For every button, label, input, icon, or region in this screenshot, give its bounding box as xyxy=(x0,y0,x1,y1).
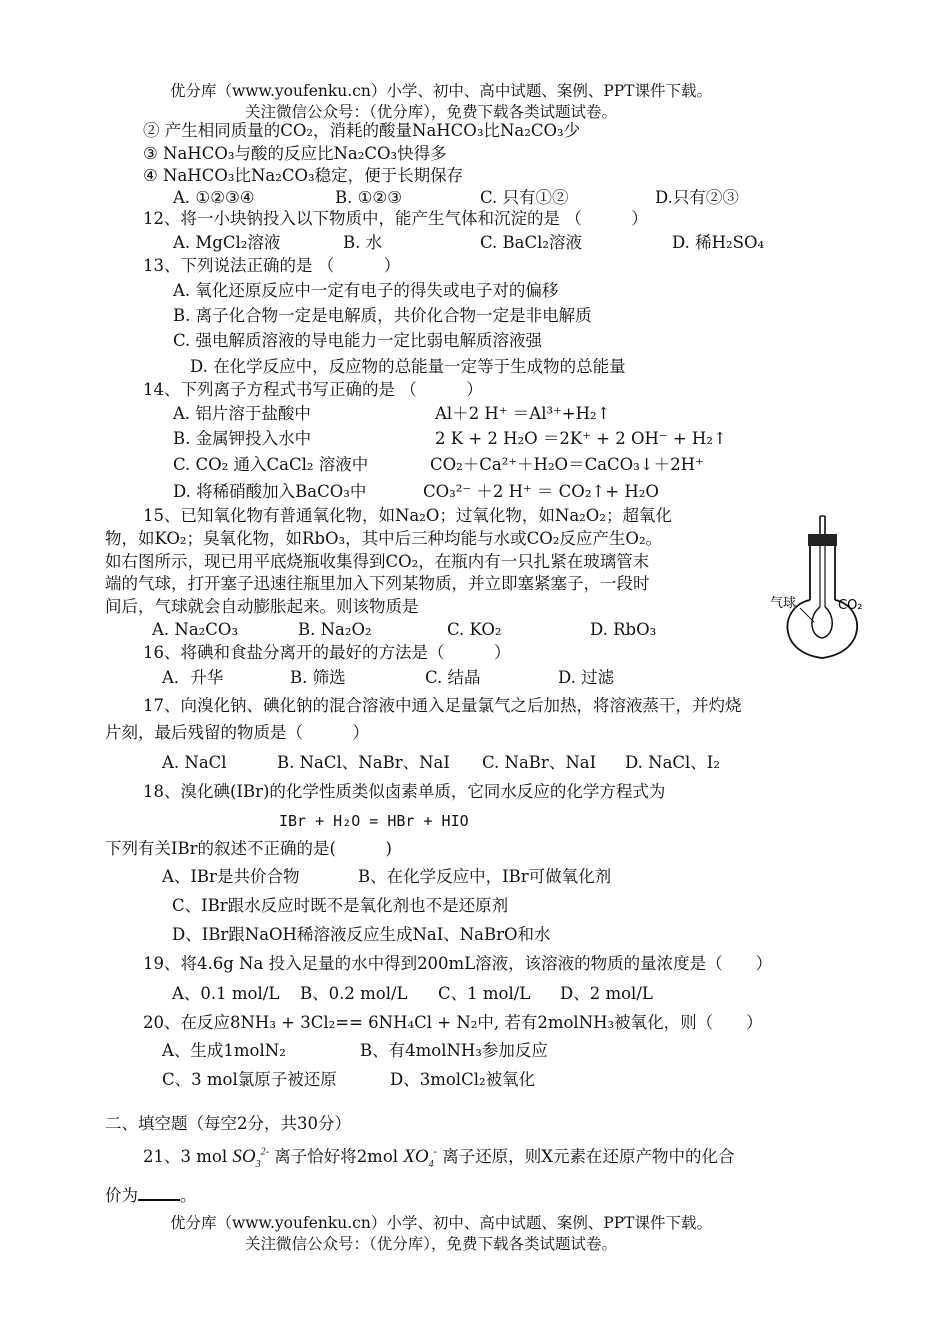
q14-equation-c: CO₂＋Ca²⁺＋H₂O＝CaCO₃↓＋2H⁺ xyxy=(430,455,704,474)
q11-statement-3: ③ NaHCO₃与酸的反应比Na₂CO₃快得多 xyxy=(143,144,447,163)
q17-option-d: D. NaCl、I₂ xyxy=(625,753,720,772)
q12-option-c: C. BaCl₂溶液 xyxy=(480,233,583,252)
q13-option-a: A. 氧化还原反应中一定有电子的得失或电子对的偏移 xyxy=(173,281,559,300)
footer-line-2: 关注微信公众号：（优分库），免费下载各类试题试卷。 xyxy=(245,1235,618,1253)
q12-option-d: D. 稀H₂SO₄ xyxy=(672,233,765,252)
q15-line-5: 间后，气球就会自动膨胀起来。则该物质是 xyxy=(105,597,419,616)
q14-equation-a: Al＋2 H⁺ ＝Al³⁺+H₂↑ xyxy=(435,404,611,423)
q18-equation: IBr + H₂O = HBr + HIO xyxy=(279,812,469,830)
q15-line-1: 15、已知氧化物有普通氧化物，如Na₂O；过氧化物，如Na₂O₂；超氧化 xyxy=(143,506,672,525)
q14-equation-d: CO₃²⁻ ＋2 H⁺ ＝ CO₂↑+ H₂O xyxy=(423,482,659,501)
q20-option-b: B、有4molNH₃参加反应 xyxy=(360,1041,548,1060)
q14-option-c: C. CO₂ 通入CaCl₂ 溶液中 xyxy=(173,455,369,474)
q15-line-4: 端的气球，打开塞子迅速往瓶里加入下列某物质，并立即塞紧塞子，一段时 xyxy=(105,574,650,593)
q16-option-a: A．升华 xyxy=(162,668,224,687)
header-line-1: 优分库（www.youfenku.cn）小学、初中、高中试题、案例、PPT课件下载。 xyxy=(170,82,713,100)
flask-balloon-figure xyxy=(770,512,875,664)
balloon-pointer xyxy=(800,608,814,622)
q18-question: 下列有关IBr的叙述不正确的是( ) xyxy=(105,839,392,858)
q15-option-d: D. RbO₃ xyxy=(590,620,657,639)
q15-line-2: 物，如KO₂；臭氧化物，如RbO₃，其中后三种均能与水或CO₂反应产生O₂。 xyxy=(105,529,663,548)
ion-xo4: $XO_4^-$ xyxy=(403,1146,437,1170)
q19-option-c: C、1 mol/L xyxy=(438,984,531,1003)
q11-statement-4: ④ NaHCO₃比Na₂CO₃稳定，便于长期保存 xyxy=(143,166,464,185)
q14-stem: 14、下列离子方程式书写正确的是 （ ） xyxy=(143,380,483,399)
q19-stem: 19、将4.6g Na 投入足量的水中得到200mL溶液，该溶液的物质的量浓度是（ ） xyxy=(143,954,773,973)
q13-option-d: D. 在化学反应中，反应物的总能量一定等于生成物的总能量 xyxy=(190,357,626,376)
q14-option-d: D. 将稀硝酸加入BaCO₃中 xyxy=(173,482,367,501)
q16-option-d: D. 过滤 xyxy=(558,668,615,687)
q17-line-2: 片刻，最后残留的物质是（ ） xyxy=(105,723,369,742)
q20-option-c: C、3 mol氯原子被还原 xyxy=(162,1070,337,1089)
q11-option-c: C. 只有①② xyxy=(480,188,569,207)
header-line-2: 关注微信公众号：（优分库），免费下载各类试题试卷。 xyxy=(245,103,618,121)
q19-option-d: D、2 mol/L xyxy=(560,984,653,1003)
q13-option-c: C. 强电解质溶液的导电能力一定比弱电解质溶液强 xyxy=(173,331,543,350)
q16-option-c: C. 结晶 xyxy=(425,668,481,687)
q14-equation-b: 2 K + 2 H₂O ＝2K⁺ + 2 OH⁻ + H₂↑ xyxy=(435,429,727,448)
q21-part-2: 离子恰好将2mol xyxy=(274,1147,399,1166)
q12-stem: 12、将一小块钠投入以下物质中，能产生气体和沉淀的是 （ ） xyxy=(143,209,648,228)
ion-sulfite: $SO_3^{2-}$ xyxy=(232,1146,269,1170)
q18-option-b: B、在化学反应中，IBr可做氧化剂 xyxy=(358,867,612,886)
q19-option-b: B、0.2 mol/L xyxy=(300,984,408,1003)
q18-option-c: C、IBr跟水反应时既不是氧化剂也不是还原剂 xyxy=(172,896,509,915)
q15-option-a: A. Na₂CO₃ xyxy=(152,620,239,639)
q14-option-a: A. 铝片溶于盐酸中 xyxy=(173,404,311,423)
q20-option-a: A、生成1molN₂ xyxy=(162,1041,286,1060)
q16-stem: 16、将碘和食盐分离开的最好的方法是（ ） xyxy=(143,643,511,662)
q20-stem: 20、在反应8NH₃ + 3Cl₂== 6NH₄Cl + N₂中, 若有2molNH₃被氧化，则（ ） xyxy=(143,1013,763,1032)
q13-stem: 13、下列说法正确的是 （ ） xyxy=(143,256,401,275)
q15-option-b: B. Na₂O₂ xyxy=(298,620,372,639)
q16-option-b: B. 筛选 xyxy=(290,668,346,687)
balloon xyxy=(812,607,832,638)
q18-stem: 18、溴化碘(IBr)的化学性质类似卤素单质，它同水反应的化学方程式为 xyxy=(143,782,666,801)
section-2-title: 二、填空题（每空2分，共30分） xyxy=(105,1114,351,1133)
q12-option-a: A. MgCl₂溶液 xyxy=(173,233,281,252)
q18-option-d: D、IBr跟NaOH稀溶液反应生成NaI、NaBrO和水 xyxy=(172,925,551,944)
q18-option-a: A、IBr是共价合物 xyxy=(162,867,300,886)
q13-option-b: B. 离子化合物一定是电解质，共价化合物一定是非电解质 xyxy=(173,306,592,325)
q17-option-a: A. NaCl xyxy=(162,753,227,772)
q14-option-b: B. 金属钾投入水中 xyxy=(173,429,312,448)
q19-option-a: A、0.1 mol/L xyxy=(172,984,280,1003)
q12-option-b: B. 水 xyxy=(343,233,383,252)
footer-line-1: 优分库（www.youfenku.cn）小学、初中、高中试题、案例、PPT课件下载。 xyxy=(170,1214,713,1232)
q17-option-b: B. NaCl、NaBr、NaI xyxy=(277,753,450,772)
co2-label: CO₂ xyxy=(838,598,863,613)
q11-option-b: B. ①②③ xyxy=(335,188,402,207)
q21-part-3: 离子还原，则X元素在还原产物中的化合 xyxy=(442,1147,735,1166)
q15-option-c: C. KO₂ xyxy=(447,620,502,639)
q21-line-2: 价为 。 xyxy=(105,1186,197,1205)
q21-part-1: 21、3 mol xyxy=(143,1147,228,1166)
balloon-label: 气球 xyxy=(770,596,797,611)
q17-line-1: 17、向溴化钠、碘化钠的混合溶液中通入足量氯气之后加热，将溶液蒸干，并灼烧 xyxy=(143,696,742,715)
stopper xyxy=(808,534,837,546)
q20-option-d: D、3molCl₂被氧化 xyxy=(390,1070,536,1089)
q11-option-a: A. ①②③④ xyxy=(173,188,255,207)
answer-blank[interactable] xyxy=(138,1185,180,1201)
q11-option-d: D.只有②③ xyxy=(655,188,739,207)
q11-statement-2: ② 产生相同质量的CO₂，消耗的酸量NaHCO₃比Na₂CO₃少 xyxy=(143,121,581,140)
q17-option-c: C. NaBr、NaI xyxy=(482,753,597,772)
q15-line-3: 如右图所示，现已用平底烧瓶收集得到CO₂，在瓶内有一只扎紧在玻璃管末 xyxy=(105,552,650,571)
q21-line-1 xyxy=(143,1146,734,1168)
